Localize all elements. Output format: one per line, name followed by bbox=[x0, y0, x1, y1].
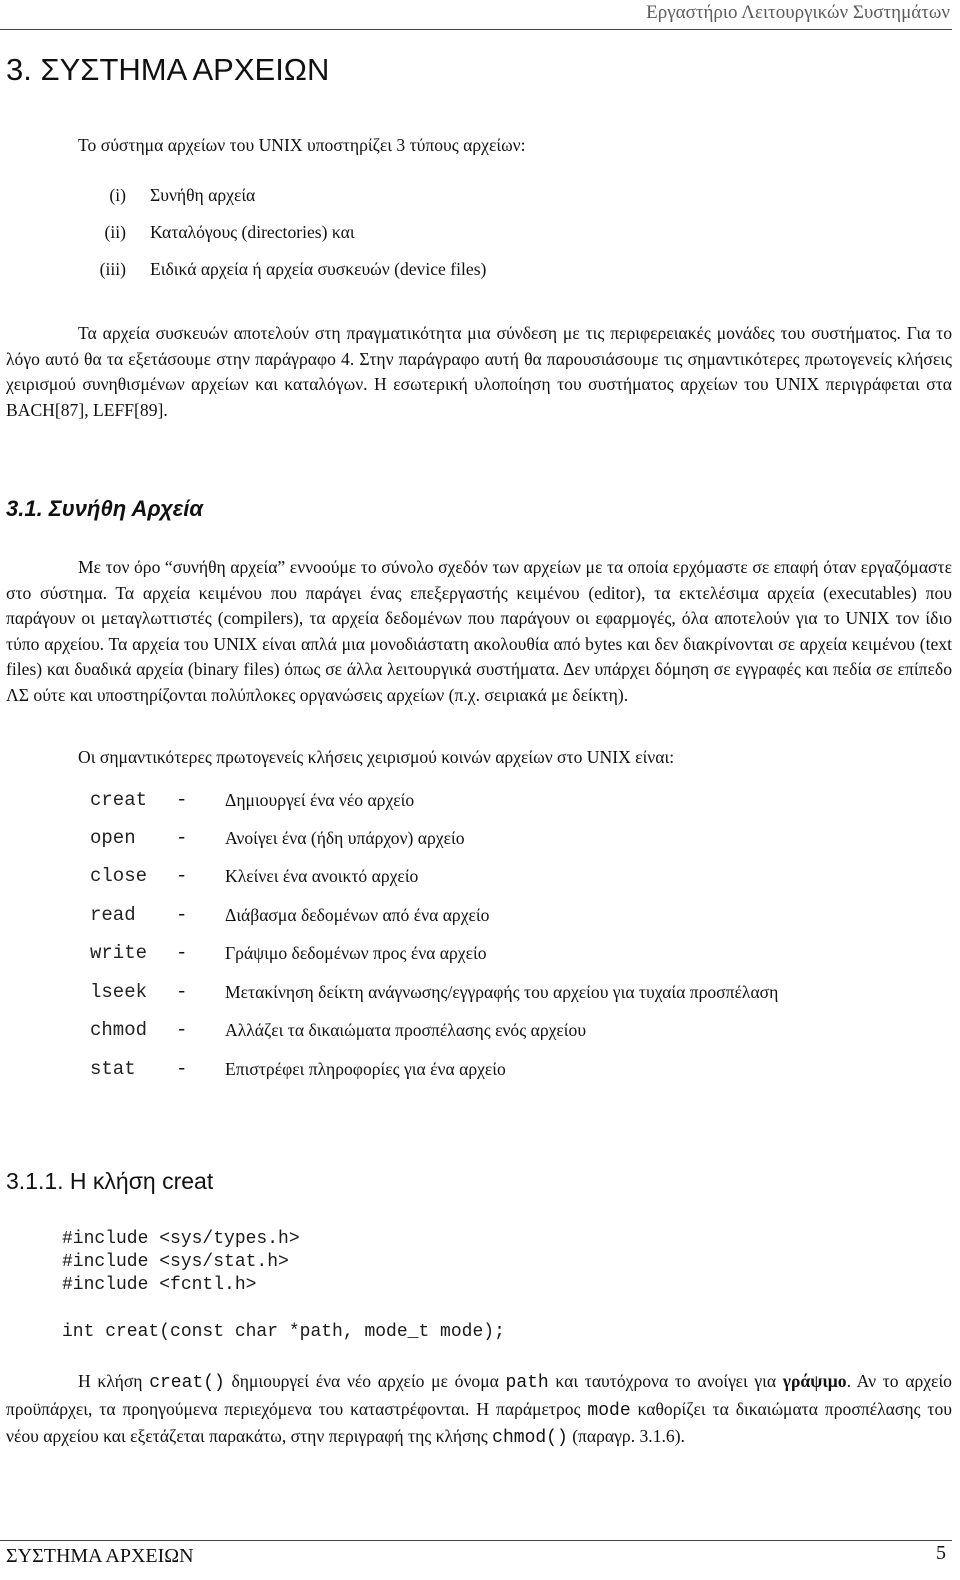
subsection-title: 3.1. Συνήθη Αρχεία bbox=[6, 496, 204, 521]
list-number: (ii) bbox=[104, 222, 126, 242]
paragraph-creat-description bbox=[6, 1369, 952, 1452]
running-header-title: Εργαστήριο Λειτουργικών Συστημάτων bbox=[646, 2, 950, 23]
text-run: (παραγρ. 3.1.6). bbox=[567, 1426, 685, 1446]
subsubsection-title: 3.1.1. Η κλήση creat bbox=[6, 1168, 214, 1194]
code-inline: chmod() bbox=[492, 1428, 568, 1448]
syscall-dash: - bbox=[176, 789, 188, 811]
paragraph-regular-files: Με τον όρο “συνήθη αρχεία” εννοούμε το σύνολο σχεδόν των αρχείων με τα οποία ερχόμαστε σε επαφή όταν εργαζόμαστε στο σύστημα. Τα αρχεία κειμένου που παράγει ένας επεξεργαστής κειμένου (editor), τα εκτελέσιμα αρχεία (executables) που παράγουν οι μεταγλωττιστές (compilers), τα αρχεία δεδομένων που παράγουν οι εφαρμογές, όλα αποτελούν για το UNIX τον ίδιο τύπο αρχείου. Τα αρχεία του UNIX είναι απλά μια μονοδιάστατη ακολουθία από bytes και δεν διακρίνονται σε αρχεία κειμένου (text files) και δυαδικά αρχεία (binary files) όπως σε άλλα λειτουργικά συστήματα. Δεν υπάρχει δόμηση σε εγγραφές και πεδία σε επίπεδο ΛΣ ούτε και υποστηρίζονται πολύπλοκες οργανώσεις αρχείων (π.χ. σειριακά με δείκτη). bbox=[6, 557, 952, 705]
code-prototype: int creat(const char *path, mode_t mode); bbox=[62, 1322, 505, 1342]
syscall-name: read bbox=[90, 904, 136, 926]
syscall-dash: - bbox=[176, 1058, 188, 1080]
running-footer-title: ΣΥΣΤΗΜΑ ΑΡΧΕΙΩΝ bbox=[6, 1545, 194, 1567]
syscall-description: Διάβασμα δεδομένων από ένα αρχείο bbox=[225, 905, 490, 925]
syscall-description: Κλείνει ένα ανοικτό αρχείο bbox=[225, 866, 419, 886]
header-rule bbox=[0, 29, 952, 30]
code-includes: #include <sys/types.h> #include <sys/stat.h> #include <fcntl.h> bbox=[62, 1229, 300, 1295]
syscall-description: Γράψιμο δεδομένων προς ένα αρχείο bbox=[225, 943, 487, 963]
syscall-name: creat bbox=[90, 789, 148, 811]
list-text: Ειδικά αρχεία ή αρχεία συσκευών (device files) bbox=[150, 259, 487, 279]
text-run: δημιουργεί ένα νέο αρχείο με όνομα bbox=[224, 1371, 506, 1391]
footer-rule bbox=[0, 1540, 952, 1541]
syscall-description: Μετακίνηση δείκτη ανάγνωσης/εγγραφής του αρχείου για τυχαία προσπέλαση bbox=[225, 982, 779, 1002]
syscall-name: stat bbox=[90, 1058, 136, 1080]
syscall-dash: - bbox=[176, 827, 188, 849]
syscall-dash: - bbox=[176, 981, 188, 1003]
text-run: . Αν το αρχείο προϋπάρχει, τα προηγούμενα περιεχόμενα του καταστρέφονται. Η παράμετρος bbox=[6, 1371, 952, 1419]
syscall-description: Ανοίγει ένα (ήδη υπάρχον) αρχείο bbox=[225, 828, 465, 848]
list-text: Συνήθη αρχεία bbox=[150, 185, 256, 205]
syscall-dash: - bbox=[176, 865, 188, 887]
syscall-description: Αλλάζει τα δικαιώματα προσπέλασης ενός αρχείου bbox=[225, 1020, 587, 1040]
syscall-name: write bbox=[90, 942, 148, 964]
list-text: Καταλόγους (directories) και bbox=[150, 222, 355, 242]
list-number: (i) bbox=[109, 185, 126, 205]
code-inline: path bbox=[505, 1373, 549, 1393]
section-title: 3. ΣΥΣΤΗΜΑ ΑΡΧΕΙΩΝ bbox=[6, 52, 330, 87]
syscall-name: open bbox=[90, 827, 136, 849]
syscall-name: close bbox=[90, 865, 148, 887]
syscall-dash: - bbox=[176, 904, 188, 926]
list-number: (iii) bbox=[99, 259, 126, 279]
bold-text: γράψιμο bbox=[782, 1371, 847, 1391]
syscall-dash: - bbox=[176, 1019, 188, 1041]
syscall-name: lseek bbox=[90, 981, 148, 1003]
code-inline: mode bbox=[587, 1400, 631, 1421]
text-run: Η κλήση bbox=[78, 1371, 150, 1391]
page-number: 5 bbox=[936, 1542, 946, 1564]
syscall-dash: - bbox=[176, 942, 188, 964]
syscalls-intro: Οι σημαντικότερες πρωτογενείς κλήσεις χειρισμού κοινών αρχείων στο UNIX είναι: bbox=[78, 747, 675, 767]
intro-paragraph: Το σύστημα αρχείων του UNIX υποστηρίζει 3 τύπους αρχείων: bbox=[78, 135, 526, 155]
text-run: καθορίζει τα δικαιώματα προσπέλασης του νέου αρχείου και εξετάζεται παρακάτω, στην περιγραφή της κλήσης bbox=[6, 1398, 952, 1446]
paragraph-device-files: Τα αρχεία συσκευών αποτελούν στη πραγματικότητα μια σύνδεση με τις περιφερειακές μονάδες του συστήματος. Για το λόγο αυτό θα τα εξετάσουμε στην παράγραφο 4. Στην παράγραφο αυτή θα παρουσιάσουμε τις σημαντικότερες πρωτογενείς κλήσεις χειρισμού συνηθισμένων αρχείων και καταλόγων. Η εσωτερική υλοποίηση του συστήματος αρχείων του UNIX περιγράφεται στα BACH[87], LEFF[89]. bbox=[6, 323, 952, 420]
text-run: και ταυτόχρονα το ανοίγει για bbox=[548, 1371, 783, 1391]
syscall-description: Επιστρέφει πληροφορίες για ένα αρχείο bbox=[225, 1059, 506, 1079]
code-inline: creat() bbox=[149, 1373, 225, 1393]
syscall-description: Δημιουργεί ένα νέο αρχείο bbox=[225, 790, 415, 810]
syscall-name: chmod bbox=[90, 1019, 148, 1041]
